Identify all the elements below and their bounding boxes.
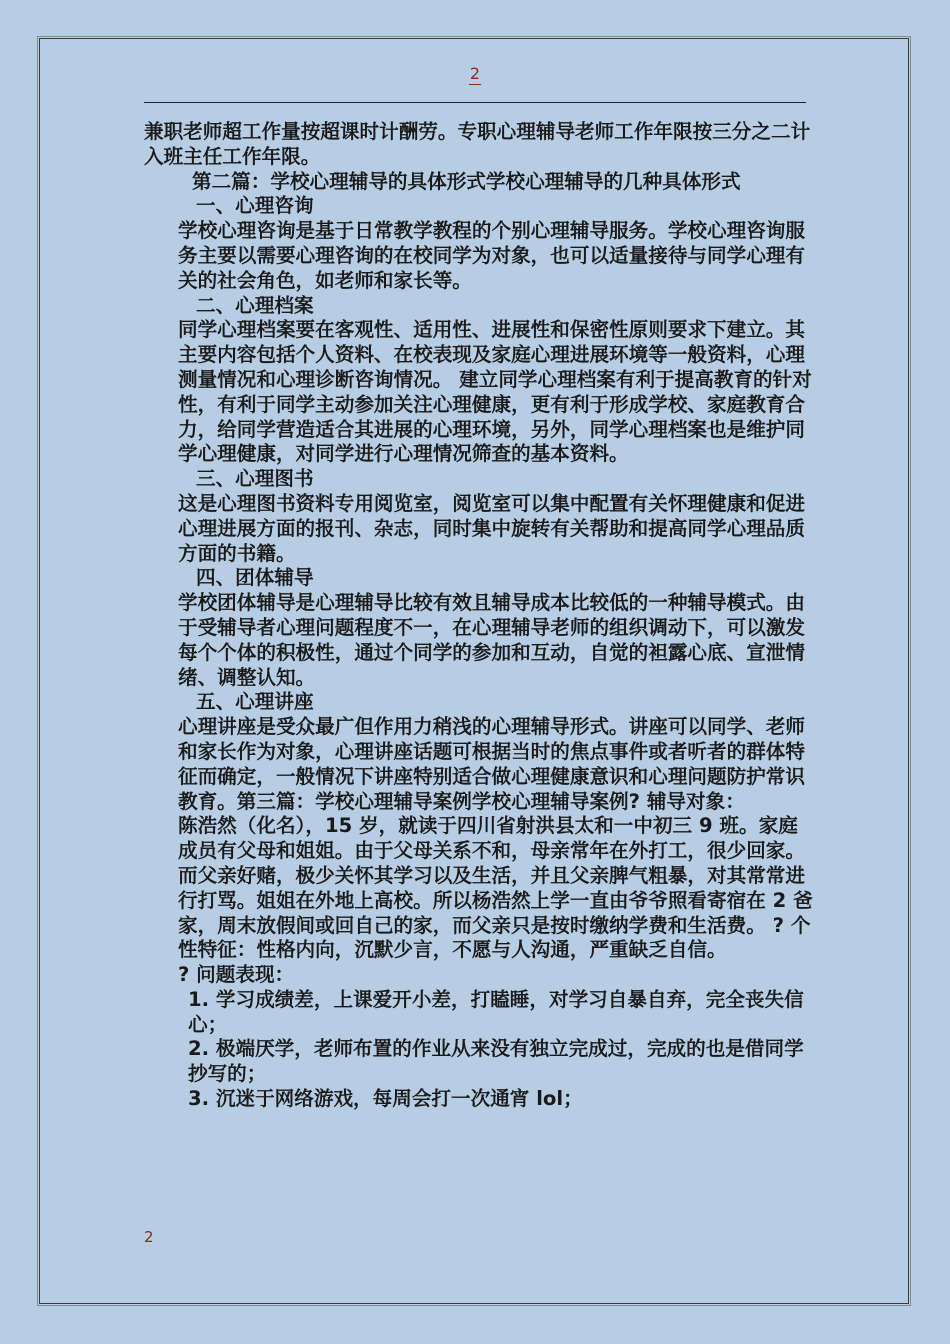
paragraph-part-time-teachers: 兼职老师超工作量按超课时计酬劳。专职心理辅导老师工作年限按三分之二计入班主任工作年限。	[144, 120, 811, 168]
paragraph-group-counseling: 学校团体辅导是心理辅导比较有效且辅导成本比较低的一种辅导模式。由于受辅导者心理问题程度不一，在心理辅导老师的组织调动下，可以激发每个个体的积极性，通过个同学的参加和互动，自觉的袒露心底、宣泄情绪、调整认知。	[178, 591, 805, 689]
paragraph-books: 这是心理图书资料专用阅览室，阅览室可以集中配置有关怀理健康和促进心理进展方面的报刊、杂志，同时集中旋转有关帮助和提高同学心理品质方面的书籍。	[178, 491, 805, 565]
page-footer-number: 2	[144, 1228, 154, 1246]
header-divider	[144, 102, 806, 103]
paragraph-counseling: 学校心理咨询是基于日常教学教程的个别心理辅导服务。学校心理咨询服务主要以需要心理咨询的在校同学为对象，也可以适量接待与同学心理有关的社会角色，如老师和家长等。	[178, 219, 805, 292]
problem-item-2: 2. 极端厌学，老师布置的作业从来没有独立完成过，完成的也是借同学抄写的；	[188, 1037, 804, 1086]
problem-item-1: 1. 学习成绩差，上课爱开小差，打瞌睡，对学习自暴自弃，完全丧失信心；	[188, 987, 804, 1036]
paragraph-case-subject: 陈浩然（化名），15 岁，就读于四川省射洪县太和一中初三 9 班。家庭成员有父母和姐姐。由于父母关系不和，母亲常年在外打工，很少回家。而父亲好赌，极少关怀其学习以及生活，并且父亲脾气粗暴，对其常常进行打骂。姐姐在外地上高校。所以杨浩然上学一直由爷爷照看寄宿在 2 爸家，周末放假间或回自己的家，而父亲只是按时缴纳学费和生活费。 ? 个性特征：性格内向，沉默少言，不愿与人沟通，严重缺乏自信。	[178, 814, 813, 962]
heading-lectures: 五、心理讲座	[196, 690, 314, 714]
paragraph-lectures: 心理讲座是受众最广但作用力稍浅的心理辅导形式。讲座可以同学、老师和家长作为对象，心理讲座话题可根据当时的焦点事件或者听者的群体特征而确定，一般情况下讲座特别适合做心理健康意识和心理问题防护常识教育。第三篇：学校心理辅导案例学校心理辅导案例? 辅导对象：	[178, 715, 805, 813]
page-header-number: 2	[469, 64, 481, 83]
document-body	[144, 120, 814, 1112]
heading-books: 三、心理图书	[196, 467, 314, 491]
heading-counseling: 一、心理咨询	[196, 194, 314, 218]
heading-group-counseling: 四、团体辅导	[196, 566, 314, 590]
article-title-second: 第二篇：学校心理辅导的具体形式学校心理辅导的几种具体形式	[192, 169, 741, 193]
problem-heading: ? 问题表现：	[178, 963, 295, 987]
heading-archives: 二、心理档案	[196, 293, 314, 317]
paragraph-archives: 同学心理档案要在客观性、适用性、进展性和保密性原则要求下建立。其主要内容包括个人资料、在校表现及家庭心理进展环境等一般资料，心理测量情况和心理诊断咨询情况。 建立同学心理档案有利于提高教育的针对性，有利于同学主动参加关注心理健康，更有利于形成学校、家庭教育合力，给同学营造适合其进展的心理环境，另外，同学心理档案也是维护同学心理健康，对同学进行心理情况筛查的基本资料。	[178, 318, 812, 466]
problem-item-3: 3. 沉迷于网络游戏，每周会打一次通宵 lol；	[188, 1087, 583, 1111]
